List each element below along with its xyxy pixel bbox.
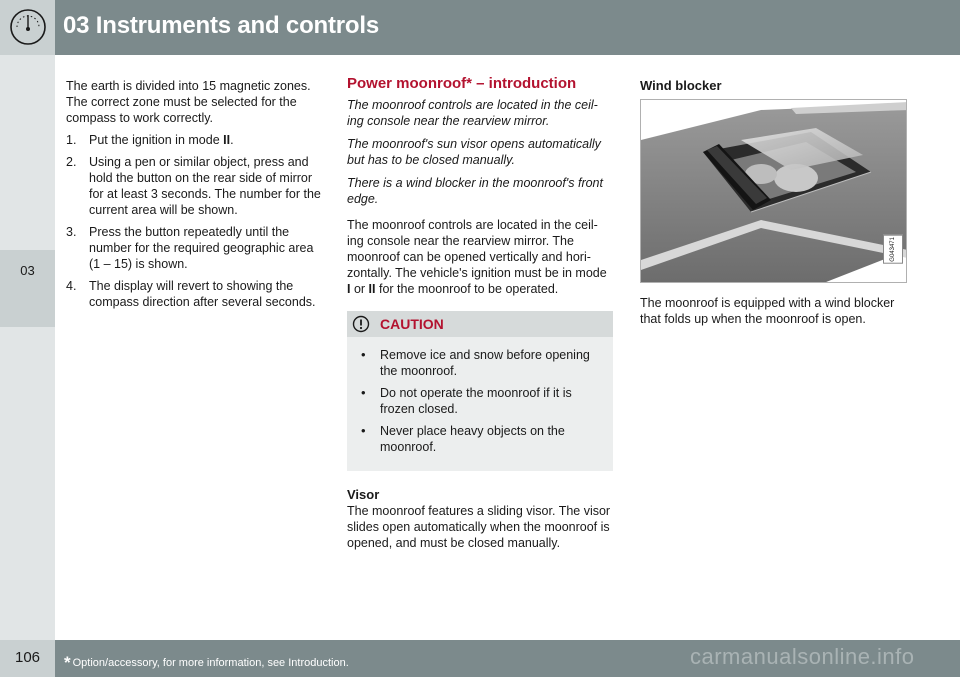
speedometer-icon <box>8 7 48 47</box>
caution-text: Remove ice and snow before opening the moonroof. <box>380 348 590 378</box>
bullet-icon: • <box>361 385 366 400</box>
moonroof-wind-blocker-image <box>641 100 907 283</box>
caution-title: CAUTION <box>380 316 444 332</box>
page-footer <box>0 640 960 677</box>
step-text: Put the ignition in mode <box>89 133 224 147</box>
chapter-tab-label: 03 <box>20 263 35 278</box>
bullet-icon: • <box>361 347 366 362</box>
watermark: carmanualsonline.info <box>690 644 915 669</box>
page-title: 03 Instruments and controls <box>63 12 379 39</box>
compass-steps-list <box>66 132 324 310</box>
step-number: 3. <box>66 225 77 239</box>
list-item <box>357 423 603 455</box>
column-moonroof-intro <box>347 75 613 557</box>
caution-box <box>347 311 613 471</box>
ignition-mode: II <box>368 282 376 296</box>
step-text: Using a pen or similar object, press and hold the button on the rear side of mirror for at least 3 seconds. The number for the current area will be shown. <box>89 155 321 217</box>
footnote-marker: * <box>64 653 71 672</box>
chapter-icon-box <box>0 0 55 55</box>
section-heading: Power moonroof* – introduction <box>347 75 577 92</box>
page-number: 106 <box>14 649 41 666</box>
footnote-text: Option/accessory, for more information, see Introduction. <box>72 657 349 669</box>
intro-paragraph: There is a wind blocker in the moonroof's front edge. <box>347 176 603 206</box>
wind-blocker-caption: The moonroof is equipped with a wind blocker that folds up when the moonroof is open. <box>640 296 895 326</box>
caution-header <box>347 311 613 337</box>
wind-blocker-heading: Wind blocker <box>640 78 722 93</box>
caution-list <box>347 337 613 455</box>
page-number-box <box>0 640 55 677</box>
step-number: 4. <box>66 279 77 293</box>
step-text: Press the button repeatedly until the number for the required geographic area (1 – 15) is shown. <box>89 225 314 271</box>
warning-icon <box>352 315 370 333</box>
intro-paragraph: The moonroof's sun visor opens automatically but has to be closed manually. <box>347 137 601 167</box>
bullet-icon: • <box>361 423 366 438</box>
visor-text: The moonroof features a sliding visor. The visor slides open automatically when the moonroof is opened, and must be closed manually. <box>347 504 611 550</box>
list-item <box>66 278 324 310</box>
compass-intro: The earth is divided into 15 magnetic zones. The correct zone must be selected for the compass to work correctly. <box>66 79 311 125</box>
caution-text: Never place heavy objects on the moonroof. <box>380 424 565 454</box>
page-header <box>0 0 960 55</box>
list-item <box>66 224 324 272</box>
step-number: 1. <box>66 133 77 147</box>
list-item <box>357 347 603 379</box>
image-code: G043471 <box>883 235 903 264</box>
intro-paragraph: The moonroof controls are located in the ceil-ing console near the rearview mirror. <box>347 98 598 128</box>
caution-text: Do not operate the moonroof if it is frozen closed. <box>380 386 572 416</box>
ignition-mode: I <box>347 282 351 296</box>
chapter-sidebar <box>0 55 55 640</box>
body-paragraph: The moonroof controls are located in the ceil-ing console near the rearview mirror. The moonroof can be opened vertically and hori-zontally. The vehicle's ignition must be in mode I or II for the moonroof to be operated. <box>347 218 607 296</box>
step-number: 2. <box>66 155 77 169</box>
list-item: 1. Put the ignition in mode II. <box>66 133 234 147</box>
list-item <box>357 385 603 417</box>
visor-heading: Visor <box>347 487 380 502</box>
footnote <box>64 651 349 671</box>
moonroof-illustration <box>640 99 907 283</box>
step-text: The display will revert to showing the compass direction after several seconds. <box>89 279 316 309</box>
column-compass-zones <box>66 78 324 316</box>
column-wind-blocker <box>640 78 907 333</box>
list-item <box>66 154 324 218</box>
chapter-tab <box>0 250 55 327</box>
ignition-mode: II <box>223 133 231 147</box>
